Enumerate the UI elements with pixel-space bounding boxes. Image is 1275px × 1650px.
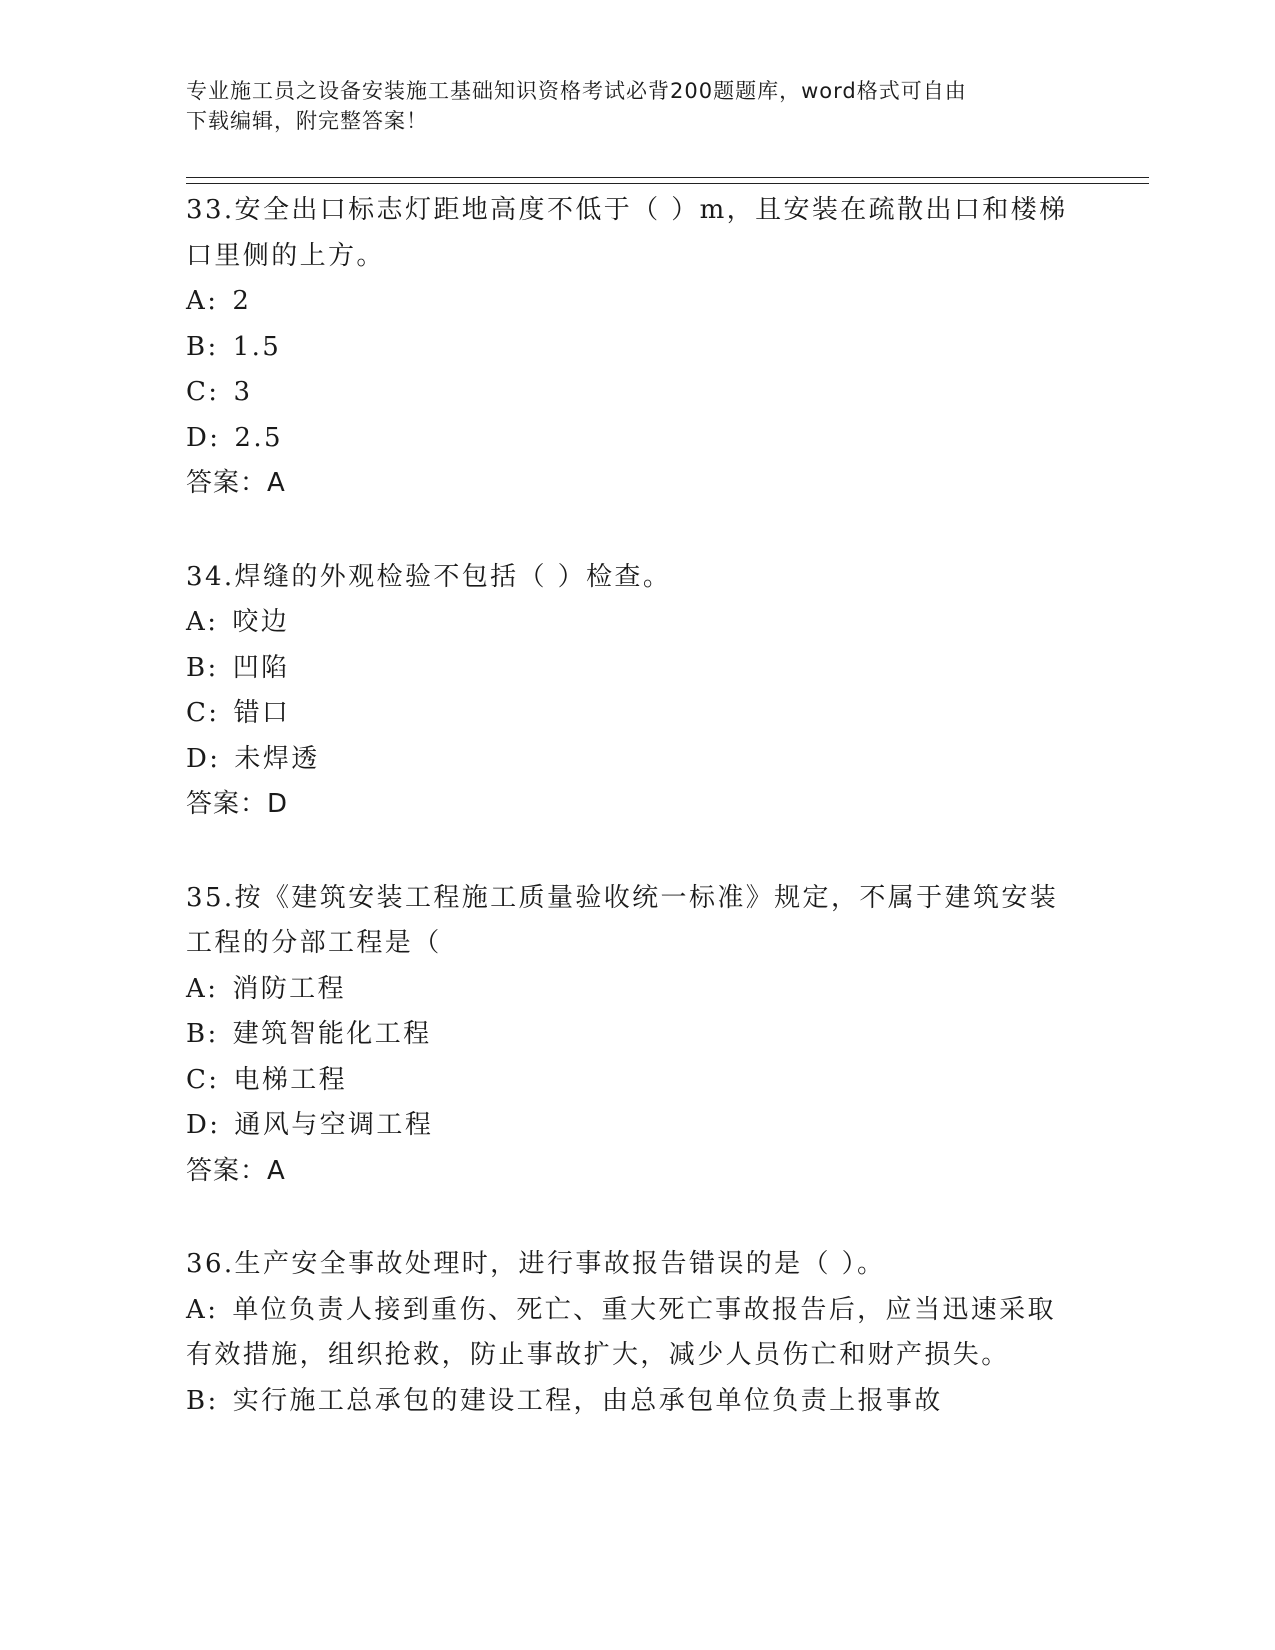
question-stem: 34.焊缝的外观检验不包括（ ）检查。 [186, 561, 672, 592]
question-36 [186, 1242, 1086, 1424]
option-key: C [186, 698, 209, 728]
option-key: B [186, 1385, 208, 1416]
header-line-2: 下载编辑，附完整答案！ [186, 109, 428, 133]
option-key: A [186, 286, 208, 316]
option-c: C: 3 [186, 377, 253, 407]
question-stem-cont: 口里侧的上方。 [186, 240, 385, 271]
option-a-cont: 有效措施，组织抢救，防止事故扩大，减少人员伤亡和财产损失。 [186, 1340, 1010, 1370]
option-b: B: 建筑智能化工程 [186, 1019, 432, 1049]
option-text: 凹陷 [232, 652, 290, 683]
option-d: D: 通风与空调工程 [186, 1110, 434, 1140]
option-text: 咬边 [232, 607, 290, 637]
option-key: B [186, 652, 208, 683]
option-c: C: 电梯工程 [186, 1064, 348, 1095]
answer-label: 答案： [186, 789, 268, 819]
option-text: 建筑智能化工程 [232, 1019, 432, 1049]
option-text: 未焊透 [234, 743, 320, 774]
option-key: A [186, 607, 208, 637]
question-33 [186, 188, 1086, 507]
option-a: A: 咬边 [186, 607, 290, 637]
option-c: C: 错口 [186, 698, 291, 728]
answer-line [186, 782, 1086, 828]
option-text: 消防工程 [232, 973, 346, 1004]
header-rule-bottom [186, 183, 1149, 184]
answer-line [186, 1149, 1086, 1195]
option-b: B: 凹陷 [186, 652, 290, 683]
option-key: B [186, 1019, 208, 1049]
option-key: A [186, 1294, 208, 1325]
option-b: B: 实行施工总承包的建设工程，由总承包单位负责上报事故 [186, 1385, 943, 1416]
option-a: A: 消防工程 [186, 973, 346, 1004]
question-stem: 33.安全出口标志灯距地高度不低于（ ）m，且安装在疏散出口和楼梯 [186, 195, 1068, 225]
option-key: D [186, 422, 210, 453]
answer-line [186, 461, 1086, 507]
option-text: 电梯工程 [233, 1064, 348, 1095]
question-stem: 35.按《建筑安装工程施工质量验收统一标准》规定，不属于建筑安装 [186, 882, 1059, 913]
question-34 [186, 555, 1086, 828]
option-a: A: 2 [186, 286, 252, 316]
option-a: A: 单位负责人接到重伤、死亡、重大死亡事故报告后，应当迅速采取 [186, 1294, 1056, 1325]
answer-label: 答案： [186, 1155, 268, 1186]
question-list [186, 188, 1086, 1472]
answer-label: 答案： [186, 468, 268, 498]
option-key: D [186, 1110, 210, 1140]
document-header [186, 76, 1066, 136]
option-text: 错口 [233, 698, 291, 728]
option-b: B: 1.5 [186, 331, 282, 362]
option-key: D [186, 743, 210, 774]
option-text: 实行施工总承包的建设工程，由总承包单位负责上报事故 [232, 1385, 943, 1416]
option-text: 通风与空调工程 [234, 1110, 434, 1140]
header-line-1: 专业施工员之设备安装施工基础知识资格考试必背200题题库，word格式可自由 [186, 79, 967, 103]
option-text: 2.5 [234, 422, 283, 453]
option-text: 2 [232, 286, 252, 316]
option-d: D: 未焊透 [186, 743, 320, 774]
header-rule-top [186, 177, 1149, 178]
option-key: B [186, 331, 208, 362]
option-key: C [186, 377, 209, 407]
option-text: 1.5 [232, 331, 282, 362]
answer-value: A [267, 1155, 286, 1186]
option-d: D: 2.5 [186, 422, 283, 453]
option-key: A [186, 973, 208, 1004]
answer-value: A [267, 468, 286, 498]
question-35 [186, 876, 1086, 1195]
answer-value: D [267, 789, 289, 819]
question-stem: 36.生产安全事故处理时，进行事故报告错误的是（ ）。 [186, 1249, 886, 1279]
question-stem-cont: 工程的分部工程是（ [186, 928, 442, 958]
option-text: 单位负责人接到重伤、死亡、重大死亡事故报告后，应当迅速采取 [232, 1294, 1056, 1325]
option-text: 3 [233, 377, 253, 407]
option-key: C [186, 1064, 209, 1095]
